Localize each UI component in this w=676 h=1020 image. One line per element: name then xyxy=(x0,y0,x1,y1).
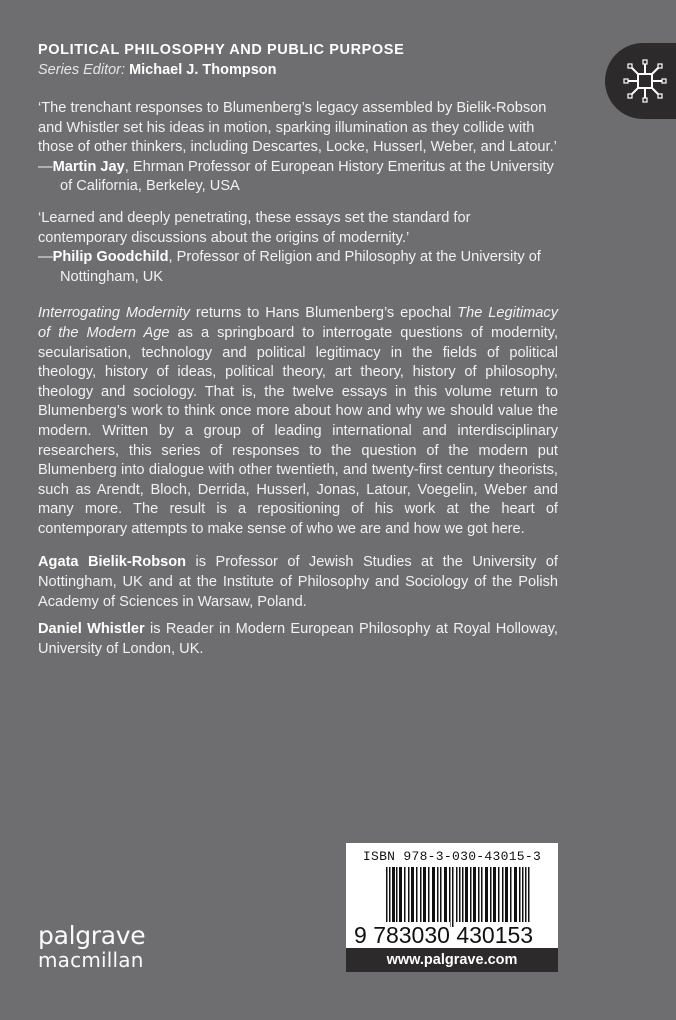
editor-bio-text: is Professor of Jewish Studies at the University of Nottingham, UK and at the Institute of Philosophy and Sociology of the Polish Academy of Sciences in Warsaw, Poland. xyxy=(38,554,558,610)
referenced-work-title: The Legitimacy of the Modern Age xyxy=(38,305,558,341)
series-editor-label: Series Editor: xyxy=(38,62,126,78)
description-text: returns to Hans Blumenberg’s epochal xyxy=(189,305,458,322)
isbn-barcode-box xyxy=(346,843,558,972)
publisher-logo xyxy=(38,921,146,972)
quote-text: ‘The trenchant responses to Blumenberg’s legacy assembled by Bielik-Robson and Whistler set his ideas in motion, sparking illumination as they collide with those of other thinkers, including Descartes, Locke, Husserl, Weber, and Latour.’ xyxy=(38,100,557,156)
publisher-website: www.palgrave.com xyxy=(346,948,558,972)
series-editor xyxy=(38,60,404,80)
quote-affiliation: , Professor of Religion and Philosophy at the University of Nottingham, UK xyxy=(60,249,541,285)
description-text: as a springboard to interrogate questions of modernity, secularisation, technology and political legitimacy in the fields of political theology, history of ideas, political theory, art theory, history of philosophy, theology and sociology. That is, the twelve essays in this volume return to Blumenberg’s work to think once more about how and why we should value the modern. Written by a group of leading international and interdisciplinary researchers, this series of responses to the question of the modern put Blumenberg into dialogue with other twentieth, and twenty-first century theorists, such as Arendt, Bloch, Derrida, Husserl, Jonas, Latour, Voegelin, Weber and many more. The result is a repositioning of his work at the heart of contemporary attempts to make sense of who we are and how we got here. xyxy=(38,324,559,537)
barcode-digit-group: 783030 xyxy=(373,922,450,948)
series-title: POLITICAL PHILOSOPHY AND PUBLIC PURPOSE xyxy=(38,42,405,58)
series-info xyxy=(38,40,404,80)
quote-text: ‘Learned and deeply penetrating, these essays set the standard for contemporary discussions about the origins of modernity.’ xyxy=(38,209,471,246)
quote-attribution xyxy=(38,248,558,287)
editor-bio xyxy=(38,620,558,659)
barcode-panel xyxy=(346,843,558,948)
editor-bio xyxy=(38,553,558,612)
book-description xyxy=(38,304,558,539)
quote-author: Philip Goodchild xyxy=(52,249,169,266)
em-dash: — xyxy=(38,249,53,266)
book-title: Interrogating Modernity xyxy=(38,305,190,322)
series-editor-name: Michael J. Thompson xyxy=(129,62,277,78)
quote-author: Martin Jay xyxy=(52,158,125,175)
editor-name: Daniel Whistler xyxy=(38,621,145,638)
endorsement-quote xyxy=(38,99,558,197)
editor-bio-text: is Reader in Modern European Philosophy at Royal Holloway, University of London, UK. xyxy=(38,621,558,657)
logo-line-palgrave: palgrave xyxy=(38,921,146,950)
publisher-badge xyxy=(605,43,676,119)
barcode-digit-first: 9 xyxy=(354,922,367,948)
barcode-digit-group: 430153 xyxy=(456,922,534,948)
logo-line-macmillan: macmillan xyxy=(38,948,144,972)
network-node-icon xyxy=(623,59,667,103)
quote-affiliation: , Ehrman Professor of European History Emeritus at the University of California, Berkeley, USA xyxy=(60,158,554,195)
back-cover-content xyxy=(38,99,558,659)
editor-name: Agata Bielik-Robson xyxy=(38,554,187,571)
em-dash: — xyxy=(38,158,53,175)
endorsement-quote xyxy=(38,209,558,287)
quote-attribution xyxy=(38,158,558,197)
barcode-digits xyxy=(354,923,554,947)
isbn-label: ISBN 978-3-030-43015-3 xyxy=(362,849,542,864)
